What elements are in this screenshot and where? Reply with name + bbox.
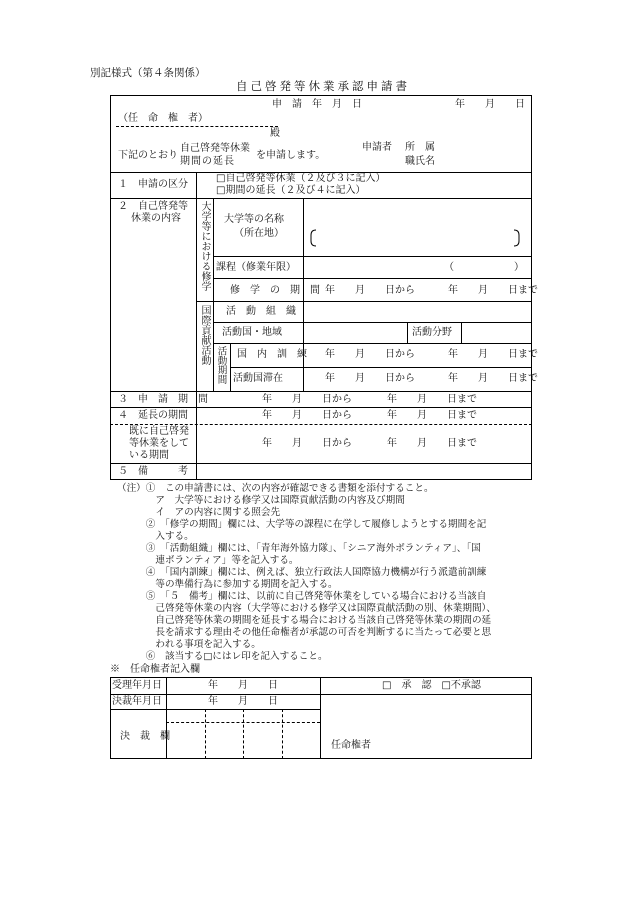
study-period-to[interactable]: 年 月 日まで xyxy=(448,285,538,296)
authority-underline xyxy=(116,126,278,127)
request-type-extension-checkbox[interactable]: □期間の延長（２及び４に記入） xyxy=(216,185,366,196)
study-period-label: 修 学 の 期 間 xyxy=(230,285,320,296)
activity-org-label: 活 動 組 織 xyxy=(226,306,296,317)
affiliation-label: 所 属 xyxy=(405,142,435,153)
intro-option-leave: 自己啓発等休業 xyxy=(180,143,250,154)
request-period-label: ３ 申 請 期 間 xyxy=(118,394,208,405)
note-line: ⑤ 「５ 備考」欄には、以前に自己啓発等休業をしている場合における当該自 xyxy=(117,591,487,602)
note-line: イ アの内容に関する照会先 xyxy=(117,507,281,518)
form-title: 自己啓発等休業承認申請書 xyxy=(236,79,410,93)
note-line: ⑥ 該当する□にはレ印を記入すること。 xyxy=(117,651,328,662)
note-line: ④ 「国内訓練」欄には、例えば、独立行政法人国際協力機構が行う派遣前訓練 xyxy=(117,567,487,578)
approval-checkboxes[interactable]: □ 承 認 □不承認 xyxy=(382,680,481,691)
study-period-from[interactable]: 年 月 日から xyxy=(325,285,415,296)
note-line: ③ 「活動組織」欄には、「青年海外協力隊」、「シニア海外ボランティア」、「国 xyxy=(117,543,481,554)
appointing-authority-field[interactable]: （任 命 権 者） xyxy=(118,113,208,124)
appointing-authority-signature: 任命権者 xyxy=(331,740,371,751)
name-title-label: 職氏名 xyxy=(405,156,435,167)
dono-label: 殿 xyxy=(270,128,280,139)
university-name-label: 大学等の名称 xyxy=(224,214,284,225)
university-location-label: （所在地） xyxy=(234,228,284,239)
request-type-label: １ 申請の区分 xyxy=(118,179,188,190)
note-line: 己啓発等休業の内容（大学等における修学又は国際貢献活動の別、休業期間）、 xyxy=(117,603,496,614)
decision-date-label: 決裁年月日 xyxy=(112,696,162,707)
note-line: （注）① この申請書には、次の内容が確認できる書類を添付すること。 xyxy=(117,483,434,494)
international-activity-vertical-label: 国際貢献活動 xyxy=(199,305,210,365)
domestic-training-to[interactable]: 年 月 日まで xyxy=(448,349,538,360)
activity-field-label: 活動分野 xyxy=(412,327,452,338)
prior-leave-label-1: 既に自己啓発 xyxy=(129,426,189,437)
note-line: 等の準備行為に参加する期間を記入する。 xyxy=(117,579,338,590)
university-study-vertical-label: 大学等における修学 xyxy=(199,201,210,291)
request-period-to[interactable]: 年 月 日まで xyxy=(387,394,477,405)
note-line: 連ボランティア」等を記入する。 xyxy=(117,555,299,566)
remarks-label: ５ 備 考 xyxy=(118,466,188,477)
abroad-stay-label: 活動国滞在 xyxy=(233,373,283,384)
received-date-label: 受理年月日 xyxy=(112,680,162,691)
note-line: ② 「修学の期間」欄には、大学等の課程に在学して履修しようとする期間を記 xyxy=(117,519,487,530)
note-line: 自己啓発等休業の期間を延長する場合における当該自己啓発等休業の期間の延 xyxy=(117,615,492,626)
request-period-from[interactable]: 年 月 日から xyxy=(262,394,352,405)
extension-period-from[interactable]: 年 月 日から xyxy=(262,410,352,421)
application-date-label: 申 請 年 月 日 xyxy=(272,99,362,110)
applicant-label: 申請者 xyxy=(362,142,392,153)
leave-content-label-2: 休業の内容 xyxy=(131,213,181,224)
domestic-training-label: 国 内 訓 練 xyxy=(237,349,307,360)
intro-option-extension: 期間の延長 xyxy=(180,156,235,167)
decision-date-field[interactable]: 年 月 日 xyxy=(208,696,278,707)
prior-leave-from[interactable]: 年 月 日から xyxy=(262,438,352,449)
leave-content-label: ２ 自己啓発等 xyxy=(118,201,188,212)
course-label: 課程（修業年限） xyxy=(216,262,296,273)
abroad-stay-to[interactable]: 年 月 日まで xyxy=(448,373,538,384)
note-line: ア 大学等における修学又は国際貢献活動の内容及び期間 xyxy=(117,495,405,506)
note-line: 長を請求する理由その他任命権者が承認の可否を判断するに当たって必要と思 xyxy=(117,627,492,638)
application-date-field[interactable]: 年 月 日 xyxy=(455,99,525,110)
request-type-leave-checkbox[interactable]: □自己啓発等休業（２及び３に記入） xyxy=(216,173,386,184)
note-line: われる事項を記入する。 xyxy=(117,639,261,650)
abroad-stay-from[interactable]: 年 月 日から xyxy=(325,373,415,384)
course-duration-input[interactable]: （ ） xyxy=(444,262,524,273)
prior-leave-to[interactable]: 年 月 日まで xyxy=(387,438,477,449)
activity-period-vertical-label: 活動期間 xyxy=(215,346,227,384)
authority-section-heading: ※ 任命権者記入欄 xyxy=(110,664,200,675)
extension-period-label: ４ 延長の期間 xyxy=(118,410,188,421)
kessai-label: 決 裁 欄 xyxy=(120,731,170,742)
extension-period-to[interactable]: 年 月 日まで xyxy=(387,410,477,421)
prior-leave-label-3: いる期間 xyxy=(129,450,169,461)
domestic-training-from[interactable]: 年 月 日から xyxy=(325,349,415,360)
university-name-input[interactable] xyxy=(310,229,610,247)
intro-prefix: 下記のとおり xyxy=(118,150,178,161)
received-date-field[interactable]: 年 月 日 xyxy=(208,680,278,691)
intro-suffix: を申請します。 xyxy=(256,150,326,161)
note-line: 入する。 xyxy=(117,531,194,542)
form-label: 別記様式（第４条関係） xyxy=(90,67,206,79)
activity-country-label: 活動国・地域 xyxy=(222,327,282,338)
notes-section xyxy=(117,483,496,663)
prior-leave-label-2: 等休業をして xyxy=(129,438,189,449)
